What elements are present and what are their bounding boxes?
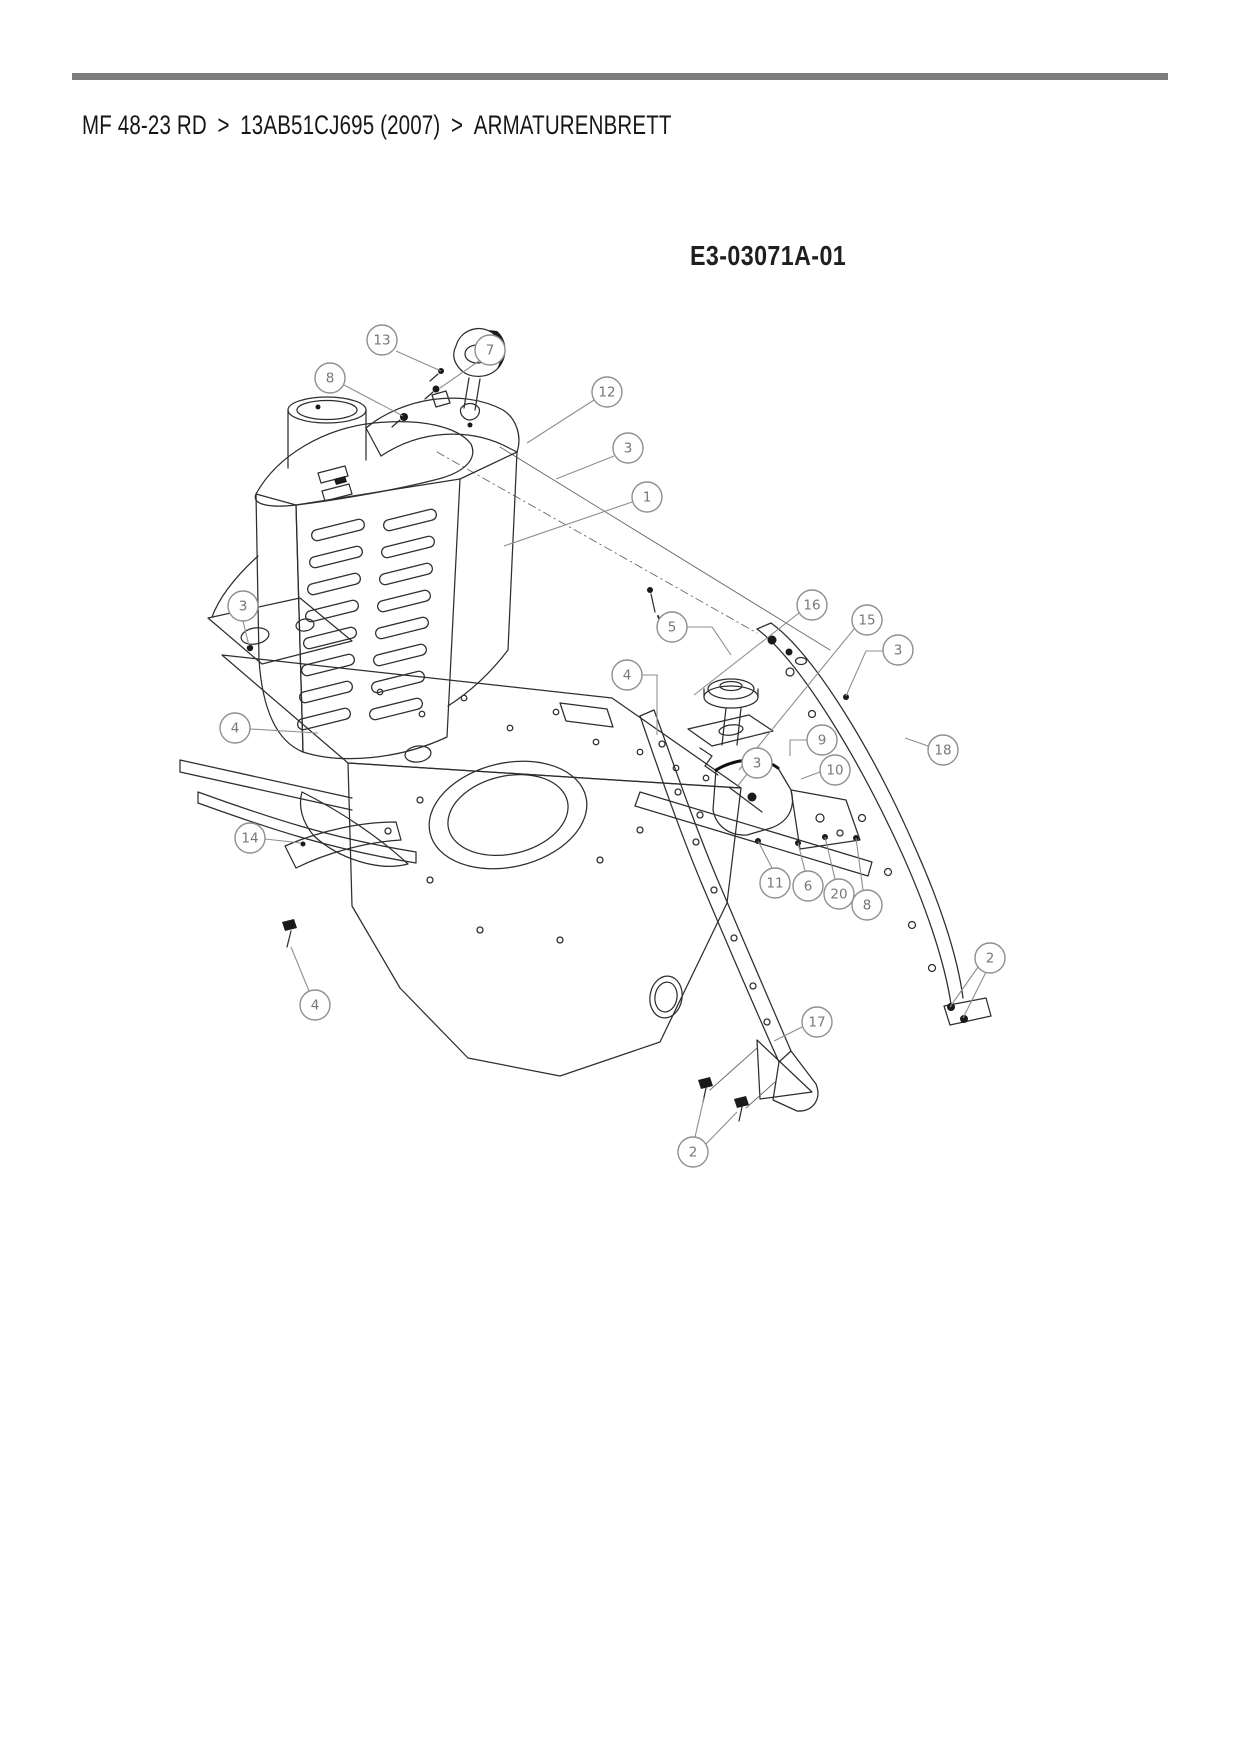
diagram-code: E3-03071A-01 bbox=[690, 240, 847, 271]
svg-text:1: 1 bbox=[642, 489, 652, 506]
part-callout-3[interactable] bbox=[846, 635, 913, 696]
part-callout-9[interactable] bbox=[790, 725, 837, 756]
part-callout-16[interactable] bbox=[694, 590, 827, 695]
svg-text:11: 11 bbox=[766, 875, 784, 892]
svg-text:2: 2 bbox=[985, 950, 995, 967]
part-callout-8[interactable] bbox=[852, 838, 882, 920]
part-callout-12[interactable] bbox=[527, 377, 622, 443]
part-callout-1[interactable] bbox=[504, 482, 662, 546]
breadcrumb-item-2[interactable]: ARMATURENBRETT bbox=[473, 110, 672, 140]
part-callout-13[interactable] bbox=[367, 325, 441, 371]
part-callout-6[interactable] bbox=[793, 843, 823, 901]
part-callout-4[interactable] bbox=[612, 660, 657, 735]
svg-text:8: 8 bbox=[325, 370, 335, 387]
part-callout-17[interactable] bbox=[774, 1007, 832, 1041]
breadcrumb-item-1[interactable]: 13AB51CJ695 (2007) bbox=[240, 110, 441, 140]
breadcrumb-separator: > bbox=[217, 110, 230, 140]
part-callout-18[interactable] bbox=[905, 735, 958, 765]
svg-text:14: 14 bbox=[241, 830, 259, 847]
svg-text:3: 3 bbox=[238, 598, 248, 615]
breadcrumb-item-0[interactable]: MF 48-23 RD bbox=[82, 110, 207, 140]
svg-text:3: 3 bbox=[893, 642, 903, 659]
svg-text:13: 13 bbox=[373, 332, 391, 349]
svg-text:8: 8 bbox=[862, 897, 872, 914]
part-callout-8[interactable] bbox=[315, 363, 403, 416]
part-callout-4[interactable] bbox=[220, 713, 318, 743]
part-callout-3[interactable] bbox=[228, 591, 258, 646]
part-callout-7[interactable] bbox=[440, 335, 505, 388]
svg-text:18: 18 bbox=[934, 742, 952, 759]
svg-text:20: 20 bbox=[830, 886, 848, 903]
svg-text:4: 4 bbox=[310, 997, 320, 1014]
vent-slots bbox=[296, 508, 437, 731]
part-callout-11[interactable] bbox=[758, 841, 790, 898]
svg-text:9: 9 bbox=[817, 732, 827, 749]
svg-text:17: 17 bbox=[808, 1014, 826, 1031]
svg-text:4: 4 bbox=[622, 667, 632, 684]
part-callout-4[interactable] bbox=[291, 947, 330, 1020]
breadcrumb-separator: > bbox=[450, 110, 464, 140]
part-callout-2[interactable] bbox=[950, 943, 1005, 1018]
svg-text:10: 10 bbox=[826, 762, 844, 779]
svg-text:16: 16 bbox=[803, 597, 821, 614]
svg-text:5: 5 bbox=[667, 619, 677, 636]
part-callout-3[interactable] bbox=[737, 748, 772, 787]
svg-text:2: 2 bbox=[688, 1144, 698, 1161]
svg-text:3: 3 bbox=[623, 440, 633, 457]
part-callout-2[interactable] bbox=[678, 1098, 737, 1167]
part-callout-10[interactable] bbox=[801, 755, 850, 785]
svg-text:4: 4 bbox=[230, 720, 240, 737]
svg-text:15: 15 bbox=[858, 612, 876, 629]
svg-text:6: 6 bbox=[803, 878, 813, 895]
part-callout-20[interactable] bbox=[824, 837, 854, 909]
part-callout-3[interactable] bbox=[556, 433, 643, 479]
svg-text:3: 3 bbox=[752, 755, 762, 772]
part-callouts bbox=[220, 325, 1005, 1167]
part-callout-5[interactable] bbox=[657, 612, 731, 655]
svg-text:12: 12 bbox=[598, 384, 616, 401]
svg-text:7: 7 bbox=[485, 342, 495, 359]
